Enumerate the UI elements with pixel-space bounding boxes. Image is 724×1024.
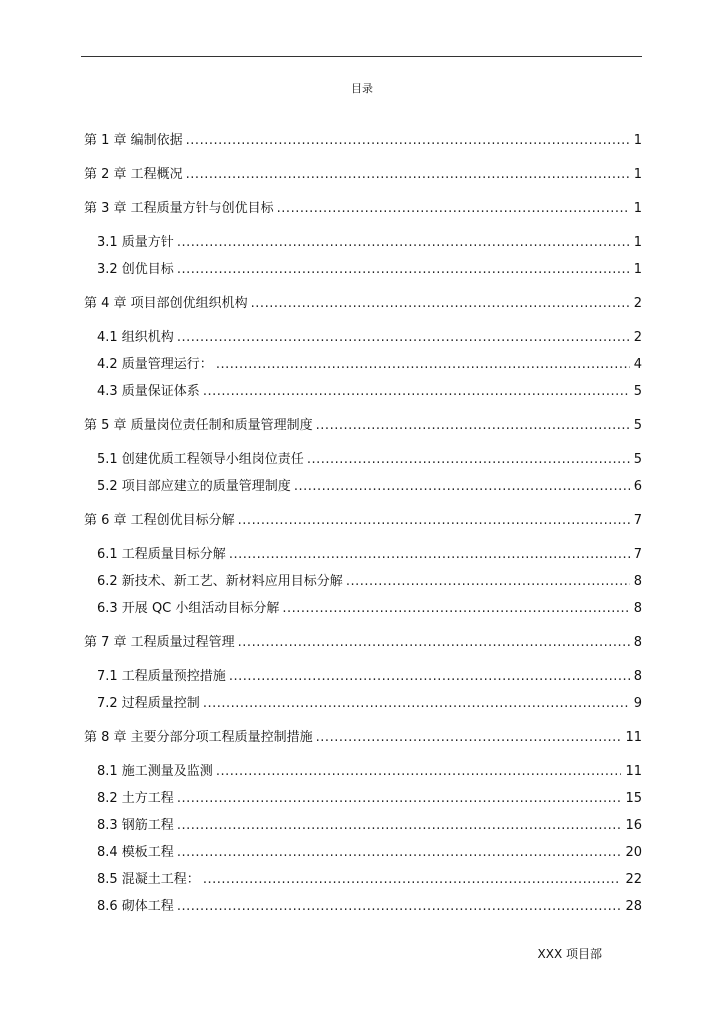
toc-entry-label: 第 1 章 编制依据: [84, 133, 183, 148]
toc-entry[interactable]: [97, 870, 642, 890]
toc-entry[interactable]: [97, 233, 642, 253]
toc-entry-label: 6.1 工程质量目标分解: [97, 547, 226, 562]
toc-entry[interactable]: [97, 897, 642, 917]
dot-leader: [186, 165, 630, 185]
dot-leader: [216, 762, 622, 782]
toc-entry-label: 第 4 章 项目部创优组织机构: [84, 296, 248, 311]
dot-leader: [316, 728, 622, 748]
toc-entry-label: 3.1 质量方针: [97, 235, 174, 250]
dot-leader: [203, 870, 622, 890]
toc-entry-label: 4.1 组织机构: [97, 330, 174, 345]
toc-entry-page-number: 8: [633, 574, 642, 589]
dot-leader: [177, 897, 622, 917]
dot-leader: [294, 477, 630, 497]
toc-entry-page-number: 16: [625, 818, 642, 833]
toc-entry[interactable]: [97, 382, 642, 402]
dot-leader: [307, 450, 630, 470]
toc-entry[interactable]: [97, 762, 642, 782]
toc-entry[interactable]: [97, 599, 642, 619]
toc-entry[interactable]: [97, 694, 642, 714]
toc-entry-page-number: 8: [633, 669, 642, 684]
dot-leader: [177, 789, 622, 809]
toc-entry-page-number: 9: [633, 696, 642, 711]
dot-leader: [177, 233, 630, 253]
toc-entry-label: 8.6 砌体工程: [97, 899, 174, 914]
toc-entry[interactable]: [84, 131, 642, 151]
toc-entry[interactable]: [84, 633, 642, 653]
toc-entry-page-number: 1: [633, 235, 642, 250]
toc-entry[interactable]: [97, 843, 642, 863]
toc-entry-label: 7.1 工程质量预控措施: [97, 669, 226, 684]
toc-entry[interactable]: [97, 816, 642, 836]
toc-entry[interactable]: [97, 355, 642, 375]
toc-entry-label: 4.3 质量保证体系: [97, 384, 200, 399]
toc-entry-page-number: 2: [633, 296, 642, 311]
toc-entry[interactable]: [84, 199, 642, 219]
toc-entry-label: 7.2 过程质量控制: [97, 696, 200, 711]
dot-leader: [277, 199, 630, 219]
toc-entry[interactable]: [84, 165, 642, 185]
dot-leader: [216, 355, 630, 375]
toc-entry-page-number: 22: [625, 872, 642, 887]
dot-leader: [229, 667, 630, 687]
toc-entry-page-number: 6: [633, 479, 642, 494]
toc-entry[interactable]: [97, 260, 642, 280]
toc-entry[interactable]: [97, 328, 642, 348]
toc-entry-label: 6.3 开展 QC 小组活动目标分解: [97, 601, 280, 616]
toc-entry[interactable]: [84, 728, 642, 748]
toc-entry-page-number: 28: [625, 899, 642, 914]
toc-entry-page-number: 4: [633, 357, 642, 372]
toc-entry[interactable]: [97, 477, 642, 497]
toc-entry[interactable]: [84, 294, 642, 314]
toc-entry-page-number: 11: [625, 764, 642, 779]
dot-leader: [229, 545, 630, 565]
toc-entry[interactable]: [97, 545, 642, 565]
dot-leader: [346, 572, 630, 592]
dot-leader: [251, 294, 630, 314]
toc-entry-label: 5.1 创建优质工程领导小组岗位责任: [97, 452, 304, 467]
dot-leader: [316, 416, 630, 436]
dot-leader: [177, 816, 622, 836]
toc-entry[interactable]: [97, 450, 642, 470]
toc-entry-page-number: 8: [633, 635, 642, 650]
toc-entry-label: 第 7 章 工程质量过程管理: [84, 635, 235, 650]
toc-entry-label: 第 5 章 质量岗位责任制和质量管理制度: [84, 418, 313, 433]
toc-entry-page-number: 8: [633, 601, 642, 616]
dot-leader: [177, 328, 630, 348]
toc-entry[interactable]: [97, 572, 642, 592]
dot-leader: [186, 131, 630, 151]
toc-entry[interactable]: [84, 416, 642, 436]
dot-leader: [177, 843, 622, 863]
toc-title: 目录: [351, 82, 373, 95]
toc-entry-label: 8.1 施工测量及监测: [97, 764, 213, 779]
toc-entry-label: 6.2 新技术、新工艺、新材料应用目标分解: [97, 574, 343, 589]
toc-entry[interactable]: [97, 789, 642, 809]
toc-entry-label: 5.2 项目部应建立的质量管理制度: [97, 479, 291, 494]
toc-entry-page-number: 2: [633, 330, 642, 345]
dot-leader: [238, 633, 630, 653]
toc-entry-page-number: 20: [625, 845, 642, 860]
dot-leader: [282, 599, 629, 619]
toc-entry-label: 第 6 章 工程创优目标分解: [84, 513, 235, 528]
toc-entry-label: 8.3 钢筋工程: [97, 818, 174, 833]
toc-entry-label: 8.2 土方工程: [97, 791, 174, 806]
toc-entry-page-number: 1: [633, 201, 642, 216]
toc-entry-label: 3.2 创优目标: [97, 262, 174, 277]
dot-leader: [203, 694, 630, 714]
toc-entry-page-number: 1: [633, 133, 642, 148]
toc-entry-page-number: 5: [633, 452, 642, 467]
toc-entry-page-number: 5: [633, 418, 642, 433]
toc-entry-label: 8.4 模板工程: [97, 845, 174, 860]
dot-leader: [203, 382, 630, 402]
dot-leader: [177, 260, 630, 280]
toc-entry-label: 4.2 质量管理运行：: [97, 357, 213, 372]
toc-entry-page-number: 7: [633, 513, 642, 528]
toc-entry[interactable]: [84, 511, 642, 531]
dot-leader: [238, 511, 630, 531]
toc-entry-page-number: 11: [625, 730, 642, 745]
toc-entry-label: 第 3 章 工程质量方针与创优目标: [84, 201, 274, 216]
toc-entry-page-number: 1: [633, 262, 642, 277]
toc-entry-page-number: 5: [633, 384, 642, 399]
toc-entry-label: 第 8 章 主要分部分项工程质量控制措施: [84, 730, 313, 745]
toc-entry-page-number: 15: [625, 791, 642, 806]
footer-project-name: XXX 项目部: [537, 947, 602, 961]
toc-entry-label: 第 2 章 工程概况: [84, 167, 183, 182]
toc-entry-page-number: 1: [633, 167, 642, 182]
toc-entry[interactable]: [97, 667, 642, 687]
toc-entry-page-number: 7: [633, 547, 642, 562]
toc-entry-label: 8.5 混凝土工程：: [97, 872, 200, 887]
